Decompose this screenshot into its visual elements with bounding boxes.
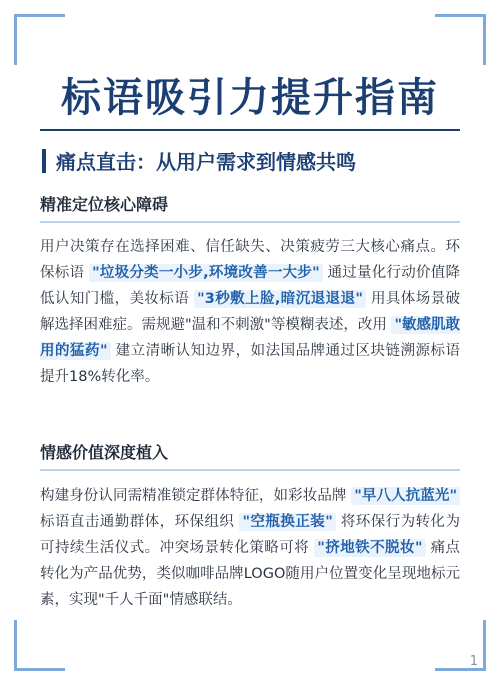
subsection-heading-core-obstacles: 精准定位核心障碍	[40, 192, 460, 223]
paragraph-core-obstacles	[40, 234, 460, 390]
highlight-slogan: "挤地铁不脱妆"	[314, 539, 425, 557]
title-divider	[40, 129, 460, 131]
section-header	[42, 146, 356, 175]
highlight-slogan: "3秒敷上脸,暗沉退退退"	[194, 290, 366, 308]
text-run: 建立清晰认知边界，如法国品牌通过区块链溯源标语提升18%转化率。	[40, 343, 460, 385]
highlight-slogan: "空瓶换正装"	[239, 513, 335, 531]
text-run: 用户决策存在选择困难、信任缺失、决策疲劳三大核心痛点。环保标语	[40, 239, 460, 281]
page-title: 标语吸引力提升指南	[61, 75, 439, 121]
paragraph-emotional-value	[40, 483, 460, 613]
text-run: 用具体场景破解选择困难症。需规避"温和不刺激"等模糊表述，改用	[40, 291, 461, 333]
page-number: 1	[469, 654, 478, 669]
section-title: 痛点直击：从用户需求到情感共鸣	[56, 150, 356, 174]
section-accent-bar	[42, 149, 46, 173]
corner-bracket-top-left	[14, 14, 65, 65]
highlight-slogan: "垃圾分类一小步,环境改善一大步"	[89, 264, 323, 282]
highlight-slogan: "敏感肌敢用的猛药"	[40, 317, 461, 359]
text-run: 构建身份认同需精准锁定群体特征，如彩妆品牌	[40, 488, 347, 504]
text-run: 标语直击通勤群体，环保组织	[40, 514, 235, 530]
text-run: 通过量化行动价值降低认知门槛，美妆标语	[40, 265, 461, 307]
text-run: 将环保行为转化为可持续生活仪式。冲突场景转化策略可将	[40, 514, 461, 556]
corner-bracket-bottom-left	[14, 620, 65, 671]
text-run: 痛点转化为产品优势，类似咖啡品牌LOGO随用户位置变化呈现地标元素，实现"千人千面"情感联结。	[40, 540, 461, 608]
highlight-slogan: "早八人抗蓝光"	[351, 487, 460, 505]
corner-bracket-top-right	[435, 14, 486, 65]
subsection-heading-emotional-value: 情感价值深度植入	[40, 440, 460, 471]
corner-bracket-bottom-right	[435, 620, 486, 671]
